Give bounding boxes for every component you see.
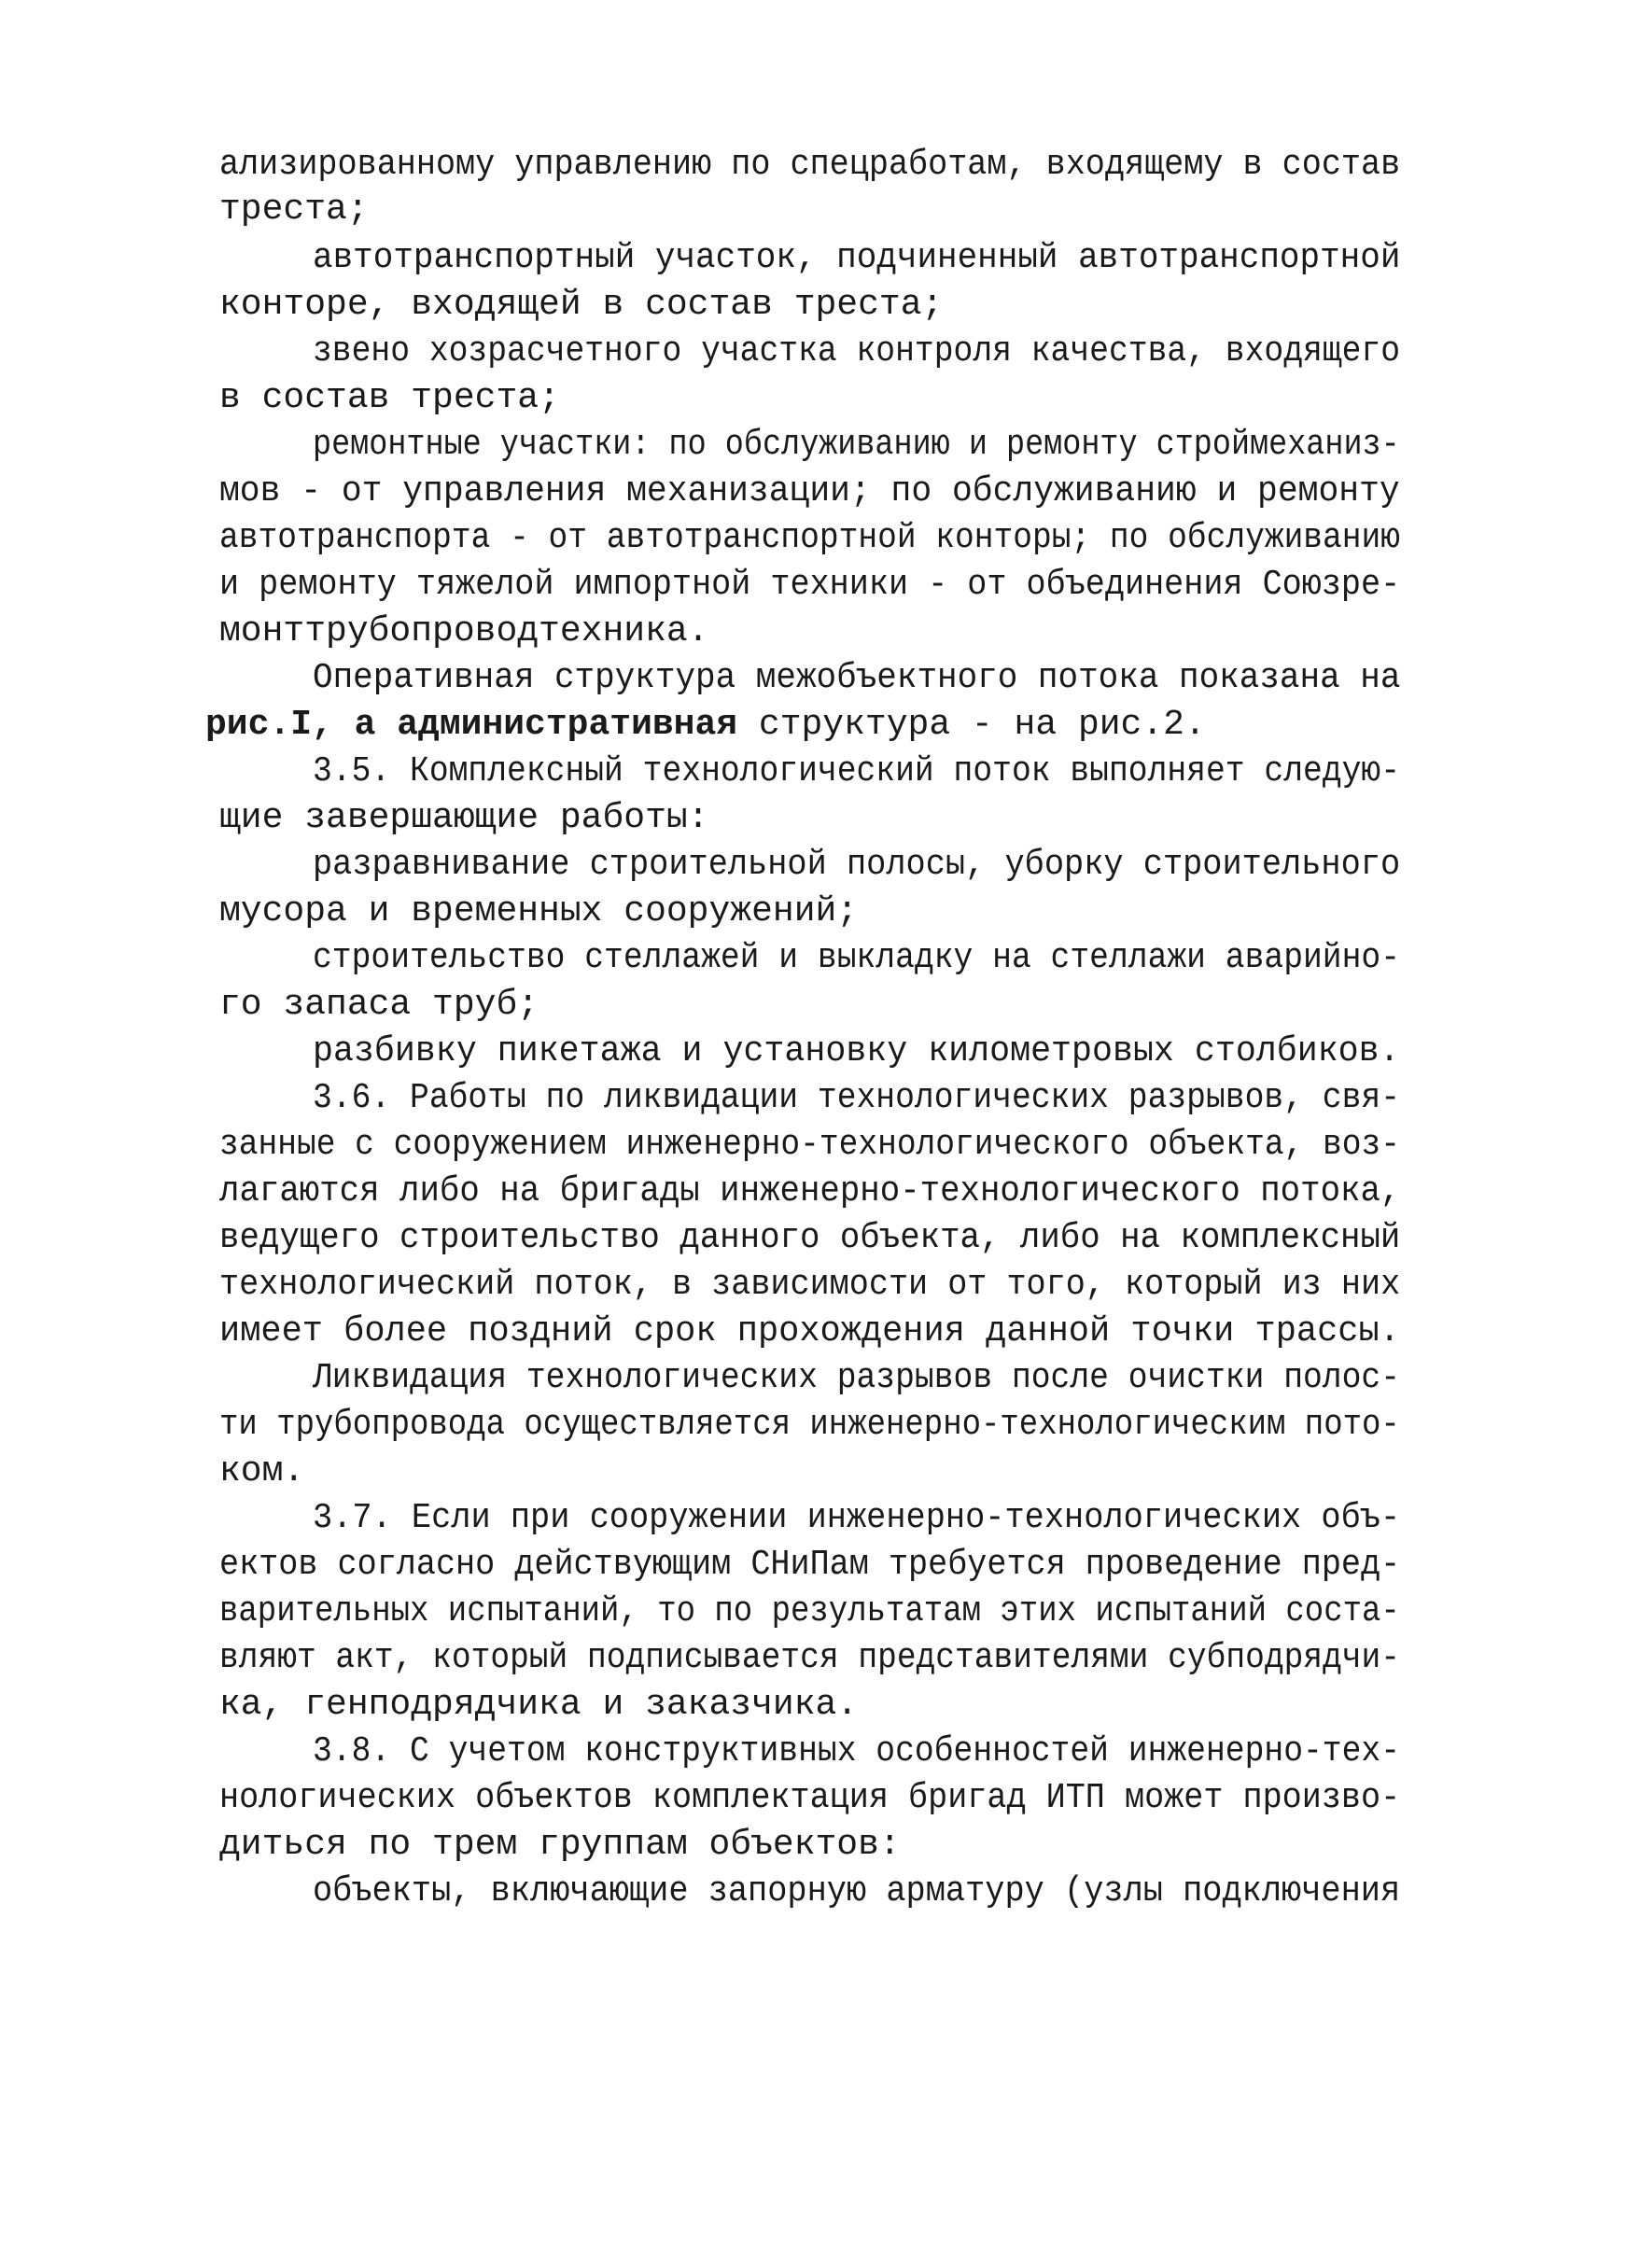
bold-fragment: рис.I, а административная	[205, 705, 738, 745]
text-line: объекты, включающие запорную арматуру (узлы подключения	[313, 1871, 1401, 1911]
text-line: ализированному управлению по спецработам, входящему в состав	[219, 145, 1401, 185]
text-line: ти трубопровода осуществляется инженерно-технологическим пото-	[219, 1405, 1400, 1445]
text-fragment: структура - на рис.2.	[737, 705, 1206, 745]
text-line: ка, генподрядчика и заказчика.	[219, 1685, 859, 1725]
text-line: нологических объектов комплектация бригад ИТП может произво-	[219, 1778, 1401, 1818]
text-line: в состав треста;	[219, 378, 560, 418]
text-line: 3.5. Комплексный технологический поток выполняет следую-	[313, 751, 1401, 791]
text-line: технологический поток, в зависимости от того, который из них	[219, 1265, 1401, 1305]
text-line: щие завершающие работы:	[219, 798, 709, 838]
text-line: мов - от управления механизации; по обслуживанию и ремонту	[219, 471, 1400, 511]
text-line: занные с сооружением инженерно-технологического объекта, воз-	[219, 1125, 1401, 1165]
text-line: ведущего строительство данного объекта, либо на комплексный	[219, 1218, 1401, 1258]
text-line: автотранспорта - от автотранспортной конторы; по обслуживанию	[219, 518, 1401, 558]
text-line: 3.7. Если при сооружении инженерно-технологических объ-	[313, 1498, 1401, 1538]
text-line: варительных испытаний, то по результатам этих испытаний соста-	[219, 1591, 1400, 1631]
text-line: автотранспортный участок, подчиненный автотранспортной	[313, 238, 1401, 278]
text-line: Оперативная структура межобъектного потока показана на	[313, 658, 1401, 698]
text-line: диться по трем группам объектов:	[219, 1825, 901, 1865]
text-line: звено хозрасчетного участка контроля качества, входящего	[313, 331, 1401, 371]
text-line: треста;	[219, 189, 369, 230]
text-line: ком.	[219, 1451, 305, 1491]
text-line: 3.6. Работы по ликвидации технологических разрывов, свя-	[313, 1078, 1401, 1118]
text-line: строительство стеллажей и выкладку на стеллажи аварийно-	[313, 938, 1401, 978]
text-line: 3.8. С учетом конструктивных особенностей инженерно-тех-	[313, 1731, 1401, 1771]
text-line: ектов согласно действующим СНиПам требуется проведение пред-	[219, 1545, 1401, 1585]
text-line: мусора и временных сооружений;	[219, 891, 859, 931]
text-line: го запаса труб;	[219, 985, 539, 1025]
text-line: и ремонту тяжелой импортной техники - от объединения Союзре-	[219, 565, 1401, 605]
text-line: разбивку пикетажа и установку километровых столбиков.	[313, 1031, 1400, 1071]
text-line: имеет более поздний срок прохождения данной точки трассы.	[219, 1311, 1400, 1351]
text-line	[205, 702, 1206, 749]
text-line: монттрубопроводтехника.	[219, 611, 709, 651]
text-line: ремонтные участки: по обслуживанию и ремонту строймеханиз-	[313, 425, 1400, 465]
text-line: Ликвидация технологических разрывов после очистки полос-	[313, 1358, 1401, 1398]
text-line: разравнивание строительной полосы, уборку строительного	[313, 845, 1401, 885]
text-line: лагаются либо на бригады инженерно-технологического потока,	[219, 1171, 1401, 1211]
text-line: конторе, входящей в состав треста;	[219, 285, 944, 325]
text-line: вляют акт, который подписывается представителями субподрядчи-	[219, 1638, 1401, 1678]
